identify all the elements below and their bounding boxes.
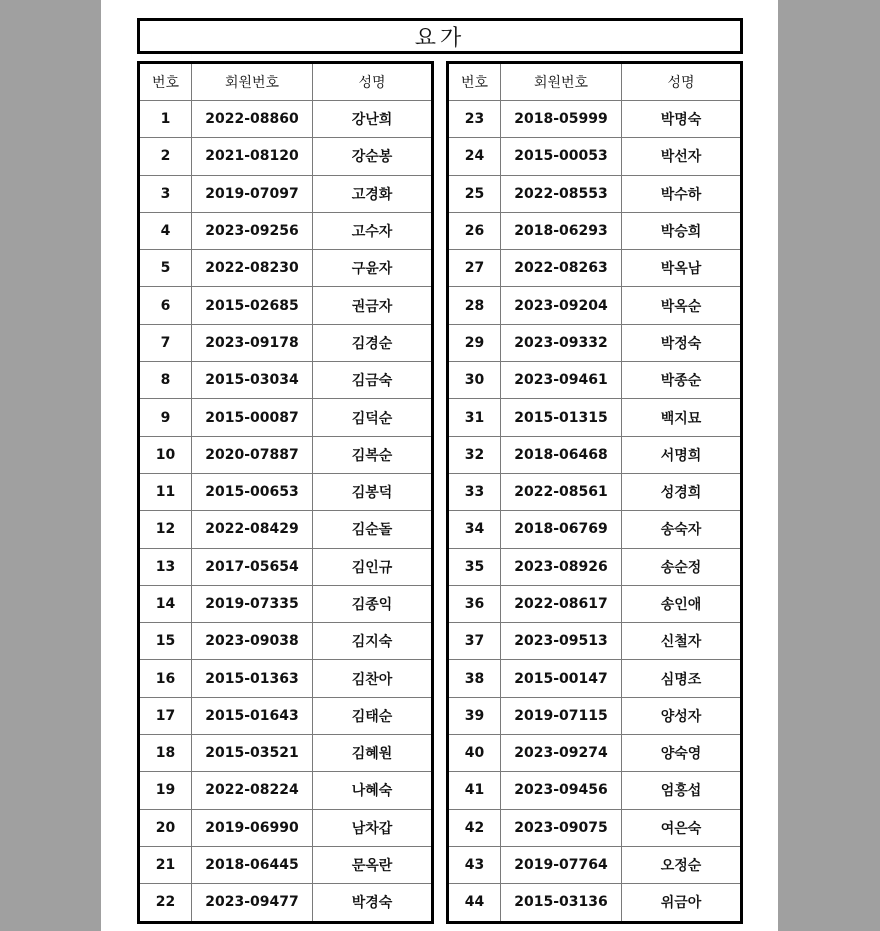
cell-name: 김종익: [313, 585, 433, 622]
cell-name: 김경순: [313, 324, 433, 361]
cell-number: 3: [139, 175, 192, 212]
table-row: [139, 175, 433, 212]
cell-number: 1: [139, 101, 192, 138]
cell-number: 25: [448, 175, 501, 212]
cell-name: 김지숙: [313, 623, 433, 660]
cell-member-id: 2023-09204: [501, 287, 622, 324]
table-row: [139, 809, 433, 846]
table-row: [448, 660, 742, 697]
table-row: [139, 436, 433, 473]
cell-member-id: 2018-06468: [501, 436, 622, 473]
cell-name: 백지묘: [622, 399, 742, 436]
cell-number: 13: [139, 548, 192, 585]
column-header-member-id: 회원번호: [501, 63, 622, 101]
table-row: [139, 660, 433, 697]
cell-number: 2: [139, 138, 192, 175]
cell-member-id: 2023-09513: [501, 623, 622, 660]
table-row: [448, 436, 742, 473]
cell-number: 42: [448, 809, 501, 846]
cell-member-id: 2018-06445: [192, 846, 313, 883]
cell-member-id: 2023-09178: [192, 324, 313, 361]
cell-number: 6: [139, 287, 192, 324]
table-row: [139, 324, 433, 361]
cell-name: 권금자: [313, 287, 433, 324]
table-row: [139, 846, 433, 883]
cell-member-id: 2015-03136: [501, 884, 622, 922]
member-table-right: [446, 61, 743, 924]
table-row: [448, 697, 742, 734]
cell-number: 24: [448, 138, 501, 175]
table-row: [139, 735, 433, 772]
table-row: [139, 623, 433, 660]
table-row: [139, 250, 433, 287]
cell-number: 23: [448, 101, 501, 138]
cell-name: 서명희: [622, 436, 742, 473]
cell-name: 송순정: [622, 548, 742, 585]
table-row: [448, 548, 742, 585]
table-row: [448, 138, 742, 175]
table-row: [139, 772, 433, 809]
cell-name: 박종순: [622, 362, 742, 399]
cell-member-id: 2019-07335: [192, 585, 313, 622]
table-row: [139, 585, 433, 622]
table-row: [448, 846, 742, 883]
cell-name: 김복순: [313, 436, 433, 473]
table-body: [448, 101, 742, 923]
cell-number: 36: [448, 585, 501, 622]
cell-number: 35: [448, 548, 501, 585]
table-body: [139, 101, 433, 923]
column-header-name: 성명: [313, 63, 433, 101]
cell-name: 고수자: [313, 212, 433, 249]
cell-name: 박정숙: [622, 324, 742, 361]
cell-number: 44: [448, 884, 501, 922]
table-row: [139, 548, 433, 585]
table-row: [448, 212, 742, 249]
cell-name: 나혜숙: [313, 772, 433, 809]
cell-name: 양숙영: [622, 735, 742, 772]
table-row: [139, 473, 433, 510]
cell-name: 김순돌: [313, 511, 433, 548]
cell-member-id: 2021-08120: [192, 138, 313, 175]
cell-member-id: 2023-09461: [501, 362, 622, 399]
cell-member-id: 2019-07097: [192, 175, 313, 212]
column-header-number: 번호: [139, 63, 192, 101]
page-title: 요가: [137, 18, 743, 54]
cell-number: 8: [139, 362, 192, 399]
cell-number: 29: [448, 324, 501, 361]
table-row: [448, 362, 742, 399]
cell-name: 심명조: [622, 660, 742, 697]
cell-name: 송인애: [622, 585, 742, 622]
cell-number: 26: [448, 212, 501, 249]
cell-number: 22: [139, 884, 192, 922]
column-header-member-id: 회원번호: [192, 63, 313, 101]
table-header-row: [448, 63, 742, 101]
cell-name: 강순봉: [313, 138, 433, 175]
cell-member-id: 2023-09477: [192, 884, 313, 922]
table-row: [139, 287, 433, 324]
cell-name: 박수하: [622, 175, 742, 212]
cell-number: 19: [139, 772, 192, 809]
cell-member-id: 2022-08224: [192, 772, 313, 809]
cell-member-id: 2023-08926: [501, 548, 622, 585]
cell-number: 32: [448, 436, 501, 473]
cell-number: 28: [448, 287, 501, 324]
table-row: [139, 101, 433, 138]
table-row: [448, 585, 742, 622]
cell-number: 5: [139, 250, 192, 287]
cell-member-id: 2022-08429: [192, 511, 313, 548]
cell-number: 16: [139, 660, 192, 697]
cell-number: 14: [139, 585, 192, 622]
cell-member-id: 2018-06769: [501, 511, 622, 548]
cell-member-id: 2015-01363: [192, 660, 313, 697]
cell-number: 38: [448, 660, 501, 697]
cell-name: 김금숙: [313, 362, 433, 399]
cell-member-id: 2022-08860: [192, 101, 313, 138]
table-row: [139, 884, 433, 922]
cell-number: 15: [139, 623, 192, 660]
cell-number: 41: [448, 772, 501, 809]
cell-name: 김인규: [313, 548, 433, 585]
cell-name: 박옥남: [622, 250, 742, 287]
column-header-name: 성명: [622, 63, 742, 101]
cell-number: 20: [139, 809, 192, 846]
cell-member-id: 2015-00147: [501, 660, 622, 697]
table-row: [448, 175, 742, 212]
cell-number: 30: [448, 362, 501, 399]
cell-name: 위금아: [622, 884, 742, 922]
cell-member-id: 2022-08230: [192, 250, 313, 287]
cell-number: 18: [139, 735, 192, 772]
table-row: [448, 623, 742, 660]
cell-member-id: 2018-06293: [501, 212, 622, 249]
table-row: [448, 884, 742, 922]
cell-member-id: 2020-07887: [192, 436, 313, 473]
cell-member-id: 2023-09075: [501, 809, 622, 846]
cell-member-id: 2015-01643: [192, 697, 313, 734]
cell-name: 구윤자: [313, 250, 433, 287]
cell-member-id: 2023-09456: [501, 772, 622, 809]
cell-member-id: 2022-08553: [501, 175, 622, 212]
table-row: [139, 362, 433, 399]
cell-number: 31: [448, 399, 501, 436]
cell-member-id: 2019-07764: [501, 846, 622, 883]
table-row: [448, 511, 742, 548]
cell-number: 33: [448, 473, 501, 510]
cell-number: 9: [139, 399, 192, 436]
cell-member-id: 2022-08561: [501, 473, 622, 510]
cell-name: 송숙자: [622, 511, 742, 548]
cell-name: 문옥란: [313, 846, 433, 883]
cell-member-id: 2022-08617: [501, 585, 622, 622]
cell-member-id: 2015-03521: [192, 735, 313, 772]
table-row: [139, 511, 433, 548]
cell-number: 39: [448, 697, 501, 734]
cell-number: 21: [139, 846, 192, 883]
cell-number: 11: [139, 473, 192, 510]
member-table-left: [137, 61, 434, 924]
cell-number: 17: [139, 697, 192, 734]
cell-name: 박명숙: [622, 101, 742, 138]
table-row: [448, 399, 742, 436]
table-row: [448, 324, 742, 361]
cell-member-id: 2022-08263: [501, 250, 622, 287]
cell-name: 강난희: [313, 101, 433, 138]
cell-number: 34: [448, 511, 501, 548]
document-page: [101, 0, 778, 931]
cell-number: 10: [139, 436, 192, 473]
cell-member-id: 2015-02685: [192, 287, 313, 324]
cell-name: 박선자: [622, 138, 742, 175]
cell-name: 김찬아: [313, 660, 433, 697]
table-row: [139, 399, 433, 436]
cell-name: 양성자: [622, 697, 742, 734]
cell-name: 김덕순: [313, 399, 433, 436]
cell-member-id: 2015-00653: [192, 473, 313, 510]
cell-member-id: 2015-00087: [192, 399, 313, 436]
cell-name: 성경희: [622, 473, 742, 510]
cell-member-id: 2015-03034: [192, 362, 313, 399]
cell-name: 남차갑: [313, 809, 433, 846]
table-row: [139, 697, 433, 734]
cell-number: 4: [139, 212, 192, 249]
cell-member-id: 2017-05654: [192, 548, 313, 585]
cell-member-id: 2023-09274: [501, 735, 622, 772]
cell-member-id: 2019-07115: [501, 697, 622, 734]
table-row: [448, 809, 742, 846]
cell-member-id: 2015-00053: [501, 138, 622, 175]
cell-member-id: 2023-09038: [192, 623, 313, 660]
cell-member-id: 2018-05999: [501, 101, 622, 138]
cell-member-id: 2015-01315: [501, 399, 622, 436]
cell-name: 박경숙: [313, 884, 433, 922]
cell-name: 박승희: [622, 212, 742, 249]
cell-member-id: 2023-09256: [192, 212, 313, 249]
cell-member-id: 2019-06990: [192, 809, 313, 846]
cell-number: 7: [139, 324, 192, 361]
cell-number: 43: [448, 846, 501, 883]
table-row: [448, 772, 742, 809]
table-row: [139, 138, 433, 175]
cell-name: 여은숙: [622, 809, 742, 846]
table-row: [448, 473, 742, 510]
table-row: [448, 735, 742, 772]
cell-name: 고경화: [313, 175, 433, 212]
cell-name: 엄홍섭: [622, 772, 742, 809]
cell-name: 박옥순: [622, 287, 742, 324]
table-row: [448, 101, 742, 138]
cell-name: 김봉덕: [313, 473, 433, 510]
cell-number: 27: [448, 250, 501, 287]
table-row: [448, 287, 742, 324]
table-row: [448, 250, 742, 287]
cell-number: 12: [139, 511, 192, 548]
cell-name: 신철자: [622, 623, 742, 660]
cell-member-id: 2023-09332: [501, 324, 622, 361]
cell-number: 37: [448, 623, 501, 660]
column-header-number: 번호: [448, 63, 501, 101]
cell-name: 김혜원: [313, 735, 433, 772]
table-row: [139, 212, 433, 249]
cell-number: 40: [448, 735, 501, 772]
cell-name: 오정순: [622, 846, 742, 883]
table-header-row: [139, 63, 433, 101]
cell-name: 김태순: [313, 697, 433, 734]
